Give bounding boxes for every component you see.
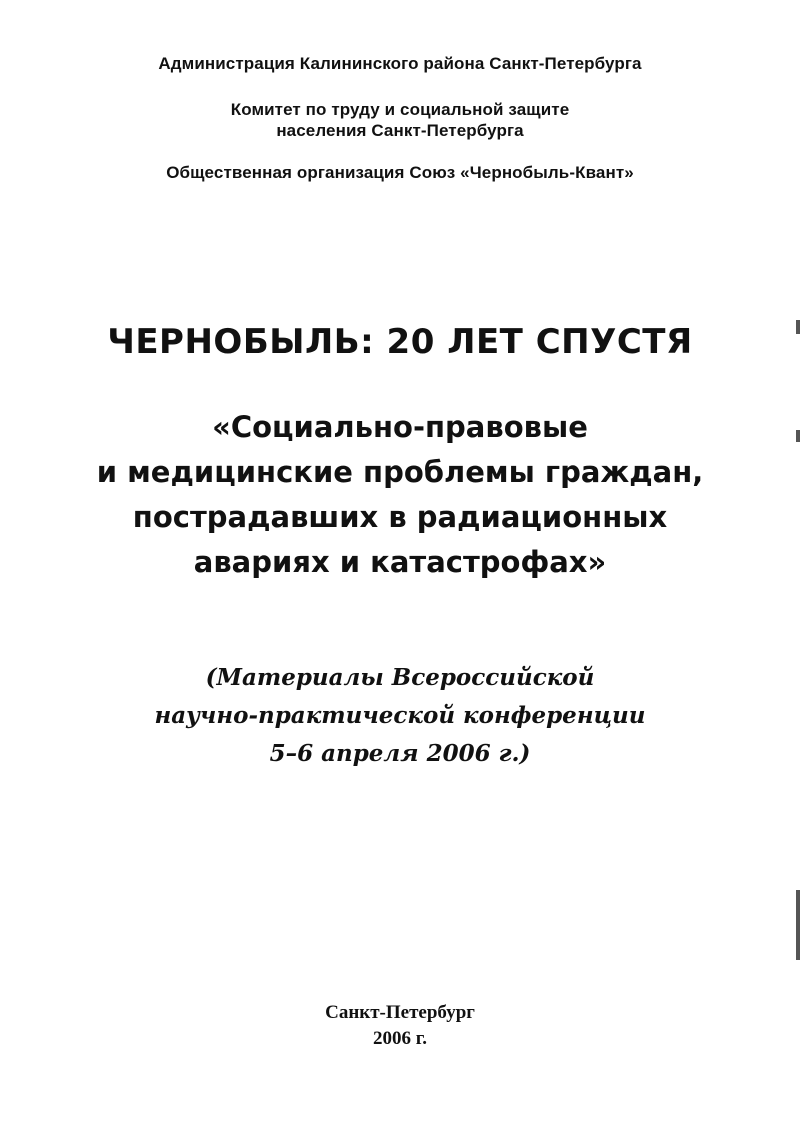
materials-line-3: 5–6 апреля 2006 г.)	[269, 740, 531, 767]
organization-union: Общественная организация Союз «Чернобыль-Квант»	[166, 163, 634, 182]
scan-edge-mark	[796, 890, 800, 960]
organization-committee-line1: Комитет по труду и социальной защите	[230, 100, 570, 119]
page-title: ЧЕРНОБЫЛЬ: 20 ЛЕТ СПУСТЯ	[107, 322, 693, 362]
subtitle-line-1: «Социально-правовые	[212, 410, 588, 444]
subtitle-line-2: и медицинские проблемы граждан,	[96, 455, 704, 489]
organization-administration: Администрация Калининского района Санкт-Петербурга	[158, 54, 642, 73]
scan-edge-mark	[796, 430, 800, 442]
scan-edge-mark	[796, 320, 800, 334]
publication-year: 2006 г.	[373, 1028, 427, 1049]
materials-line-1: (Материалы Всероссийской	[205, 664, 595, 691]
subtitle-line-4: авариях и катастрофах»	[193, 545, 607, 579]
subtitle-line-3: пострадавших в радиационных	[132, 500, 668, 534]
publication-city: Санкт-Петербург	[325, 1002, 475, 1023]
organization-committee-line2: населения Санкт-Петербурга	[276, 121, 524, 140]
materials-line-2: научно-практической конференции	[154, 702, 646, 729]
